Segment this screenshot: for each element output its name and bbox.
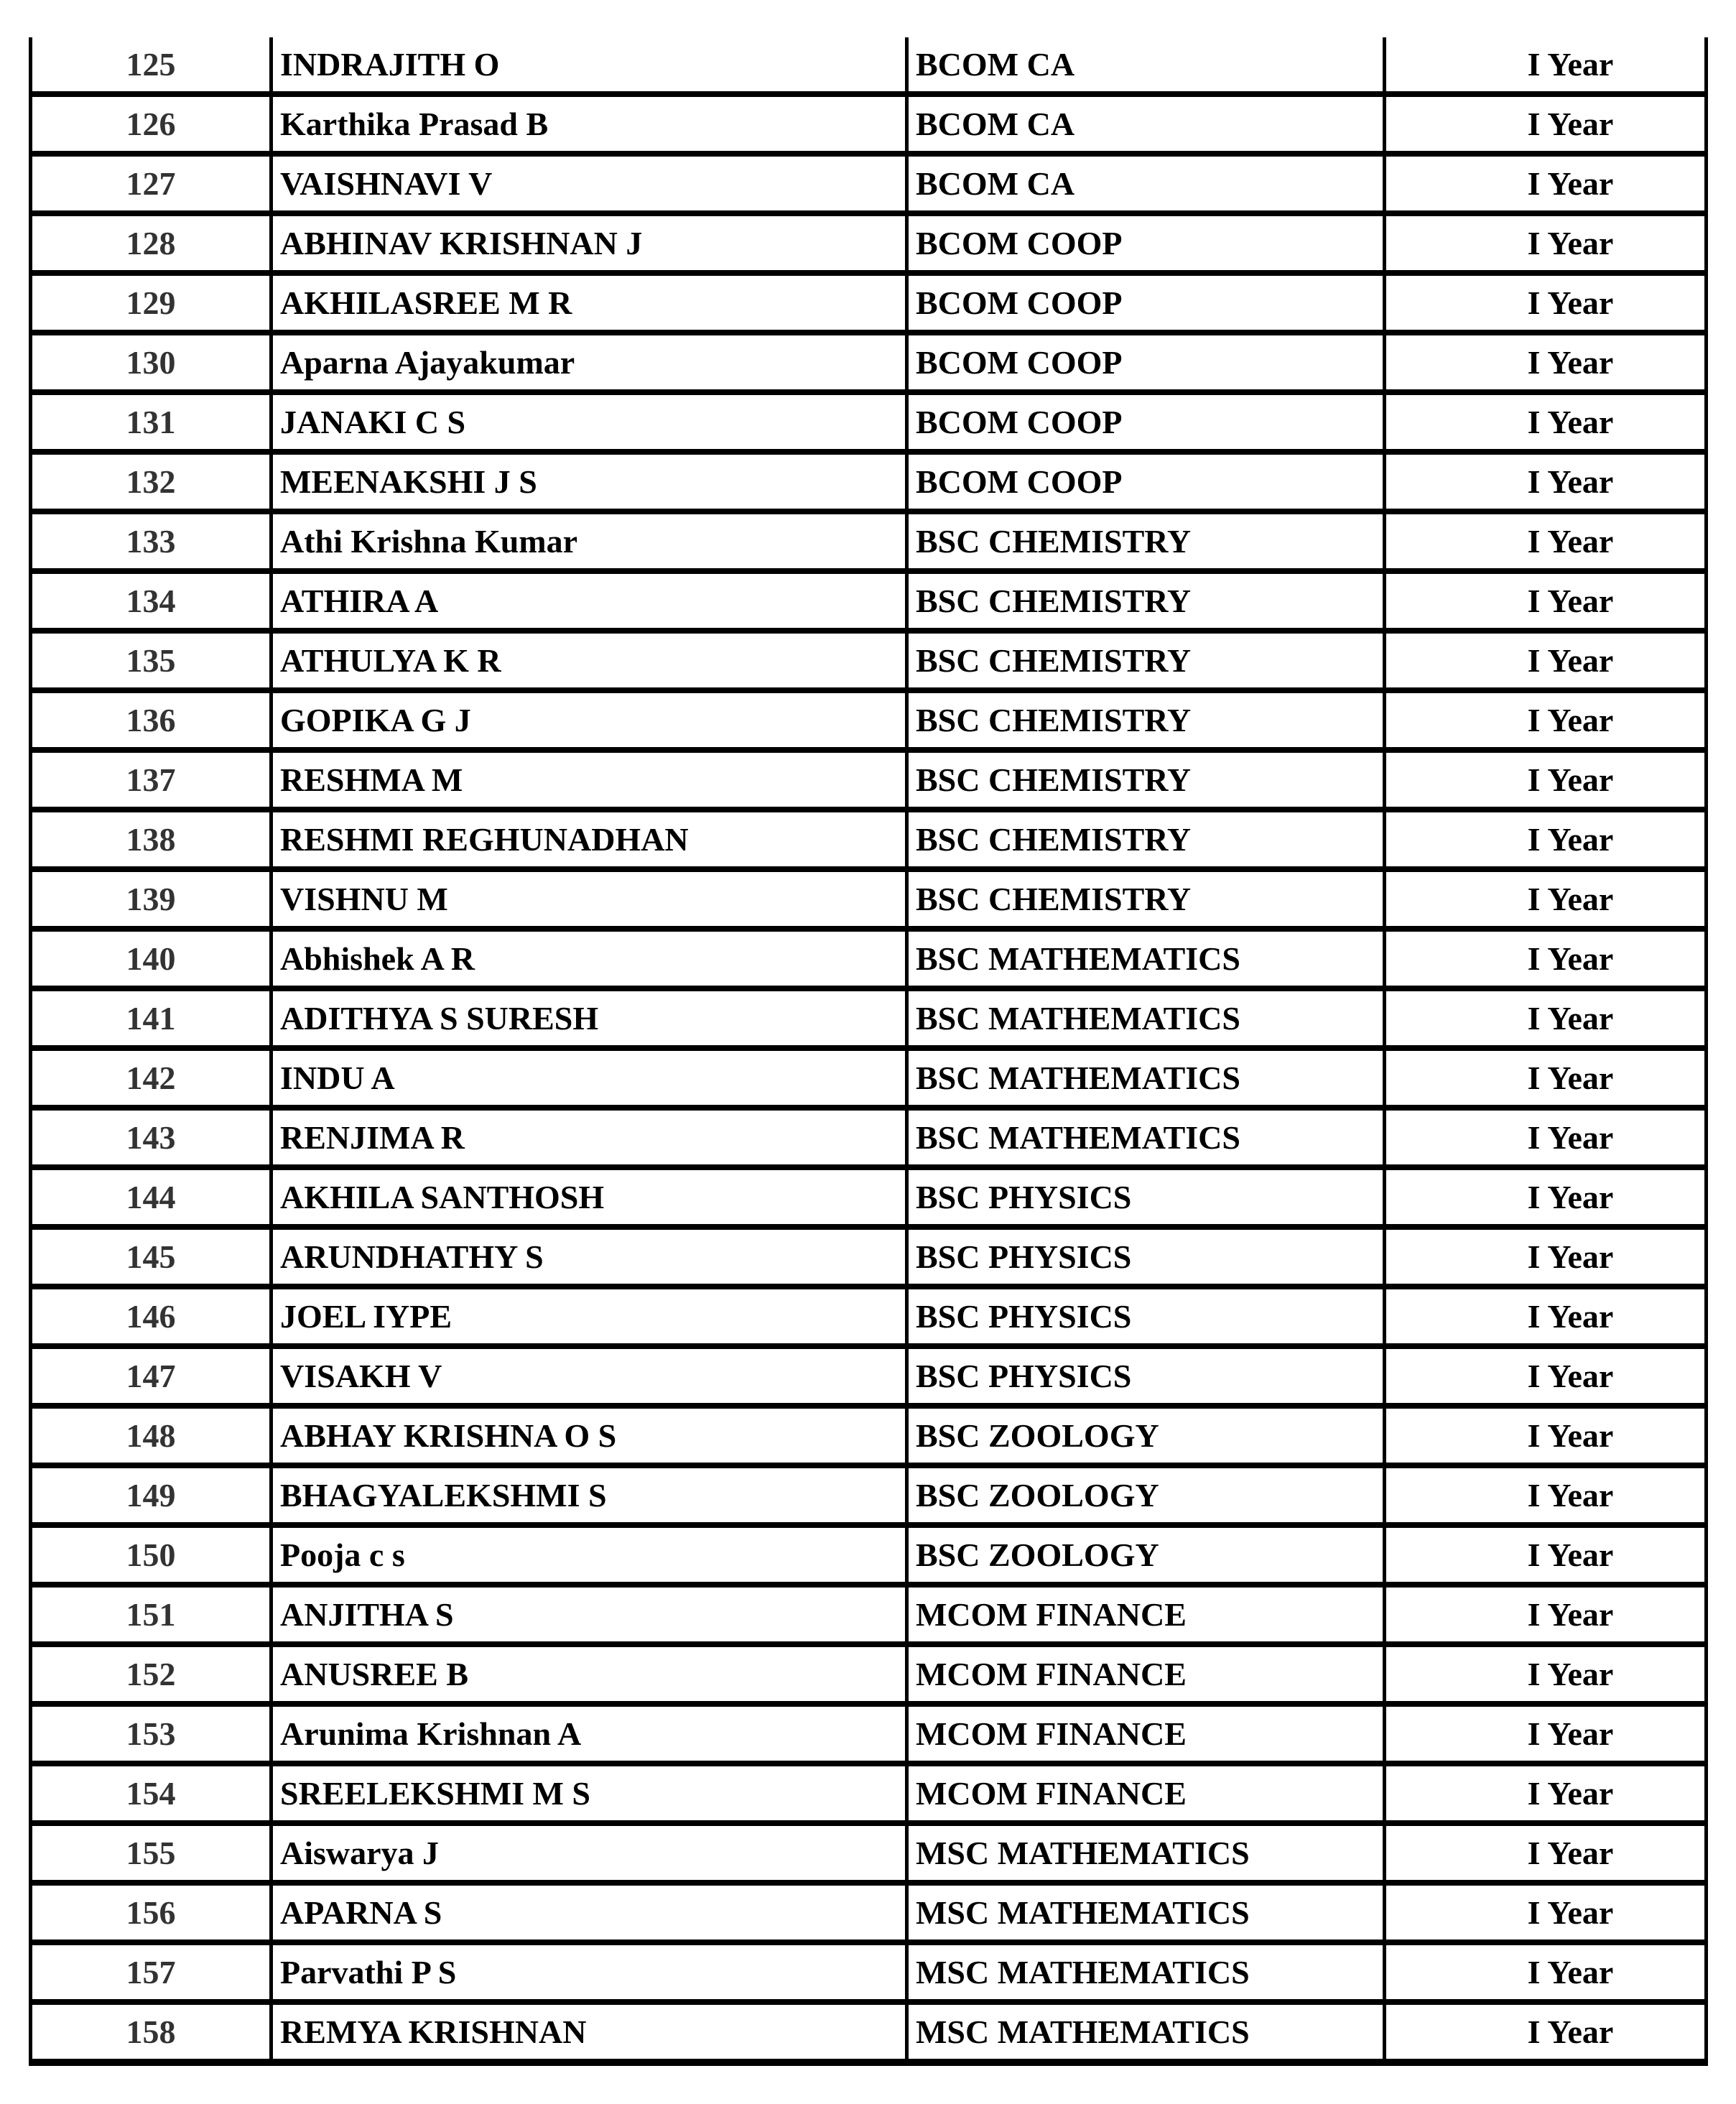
year-cell: I Year — [1385, 869, 1707, 929]
course-cell: BSC ZOOLOGY — [907, 1525, 1385, 1585]
serial-number-cell: 147 — [31, 1346, 271, 1406]
year-cell: I Year — [1385, 1346, 1707, 1406]
student-name-cell: MEENAKSHI J S — [271, 452, 907, 511]
student-name-cell: ABHINAV KRISHNAN J — [271, 213, 907, 273]
course-cell: BSC PHYSICS — [907, 1346, 1385, 1406]
year-cell: I Year — [1385, 690, 1707, 750]
table-row — [31, 1585, 1707, 1644]
year-cell: I Year — [1385, 1406, 1707, 1465]
serial-number-cell: 146 — [31, 1287, 271, 1346]
year-cell: I Year — [1385, 1108, 1707, 1167]
student-name-cell: INDU A — [271, 1048, 907, 1108]
year-cell: I Year — [1385, 1227, 1707, 1287]
student-name-cell: ATHIRA A — [271, 571, 907, 631]
table-row — [31, 1465, 1707, 1525]
student-name-cell: GOPIKA G J — [271, 690, 907, 750]
serial-number-cell: 138 — [31, 810, 271, 869]
serial-number-cell: 136 — [31, 690, 271, 750]
student-name-cell: JANAKI C S — [271, 392, 907, 452]
year-cell: I Year — [1385, 1942, 1707, 2002]
student-name-cell: VISHNU M — [271, 869, 907, 929]
year-cell: I Year — [1385, 1764, 1707, 1823]
year-cell: I Year — [1385, 1883, 1707, 1942]
year-cell: I Year — [1385, 1048, 1707, 1108]
course-cell: BSC ZOOLOGY — [907, 1406, 1385, 1465]
serial-number-cell: 157 — [31, 1942, 271, 2002]
student-name-cell: RENJIMA R — [271, 1108, 907, 1167]
course-cell: BSC PHYSICS — [907, 1287, 1385, 1346]
serial-number-cell: 151 — [31, 1585, 271, 1644]
year-cell: I Year — [1385, 213, 1707, 273]
table-row — [31, 94, 1707, 154]
year-cell: I Year — [1385, 1644, 1707, 1704]
serial-number-cell: 153 — [31, 1704, 271, 1764]
table-body — [31, 37, 1707, 2062]
table-row — [31, 1287, 1707, 1346]
year-cell: I Year — [1385, 154, 1707, 213]
student-name-cell: ANJITHA S — [271, 1585, 907, 1644]
serial-number-cell: 129 — [31, 273, 271, 333]
table-row — [31, 690, 1707, 750]
student-name-cell: Parvathi P S — [271, 1942, 907, 2002]
year-cell: I Year — [1385, 333, 1707, 392]
student-list-table-container — [29, 37, 1708, 2066]
serial-number-cell: 131 — [31, 392, 271, 452]
student-name-cell: ARUNDHATHY S — [271, 1227, 907, 1287]
course-cell: BCOM COOP — [907, 392, 1385, 452]
course-cell: BSC CHEMISTRY — [907, 511, 1385, 571]
course-cell: BCOM COOP — [907, 333, 1385, 392]
student-name-cell: SREELEKSHMI M S — [271, 1764, 907, 1823]
student-name-cell: VISAKH V — [271, 1346, 907, 1406]
table-row — [31, 1644, 1707, 1704]
year-cell: I Year — [1385, 929, 1707, 988]
table-row — [31, 750, 1707, 810]
course-cell: BSC CHEMISTRY — [907, 631, 1385, 690]
student-name-cell: VAISHNAVI V — [271, 154, 907, 213]
table-row — [31, 1525, 1707, 1585]
course-cell: MSC MATHEMATICS — [907, 1942, 1385, 2002]
serial-number-cell: 158 — [31, 2002, 271, 2062]
student-name-cell: JOEL IYPE — [271, 1287, 907, 1346]
serial-number-cell: 140 — [31, 929, 271, 988]
course-cell: BCOM CA — [907, 37, 1385, 94]
student-name-cell: ATHULYA K R — [271, 631, 907, 690]
course-cell: BSC CHEMISTRY — [907, 810, 1385, 869]
serial-number-cell: 126 — [31, 94, 271, 154]
course-cell: BCOM COOP — [907, 213, 1385, 273]
student-name-cell: BHAGYALEKSHMI S — [271, 1465, 907, 1525]
student-name-cell: ANUSREE B — [271, 1644, 907, 1704]
student-list-table — [29, 37, 1708, 2066]
serial-number-cell: 144 — [31, 1167, 271, 1227]
course-cell: MSC MATHEMATICS — [907, 1883, 1385, 1942]
table-row — [31, 273, 1707, 333]
year-cell: I Year — [1385, 1823, 1707, 1883]
table-row — [31, 988, 1707, 1048]
student-name-cell: AKHILA SANTHOSH — [271, 1167, 907, 1227]
student-name-cell: RESHMA M — [271, 750, 907, 810]
year-cell: I Year — [1385, 392, 1707, 452]
year-cell: I Year — [1385, 452, 1707, 511]
table-row — [31, 1704, 1707, 1764]
serial-number-cell: 149 — [31, 1465, 271, 1525]
table-row — [31, 631, 1707, 690]
student-name-cell: Abhishek A R — [271, 929, 907, 988]
table-row — [31, 1346, 1707, 1406]
student-name-cell: REMYA KRISHNAN — [271, 2002, 907, 2062]
student-name-cell: Aiswarya J — [271, 1823, 907, 1883]
table-row — [31, 213, 1707, 273]
year-cell: I Year — [1385, 1525, 1707, 1585]
student-name-cell: INDRAJITH O — [271, 37, 907, 94]
table-row — [31, 511, 1707, 571]
year-cell: I Year — [1385, 1465, 1707, 1525]
table-row — [31, 37, 1707, 94]
serial-number-cell: 130 — [31, 333, 271, 392]
table-row — [31, 392, 1707, 452]
course-cell: BSC CHEMISTRY — [907, 571, 1385, 631]
course-cell: BCOM CA — [907, 154, 1385, 213]
course-cell: BSC MATHEMATICS — [907, 1108, 1385, 1167]
year-cell: I Year — [1385, 631, 1707, 690]
year-cell: I Year — [1385, 1167, 1707, 1227]
serial-number-cell: 148 — [31, 1406, 271, 1465]
table-row — [31, 1167, 1707, 1227]
year-cell: I Year — [1385, 1585, 1707, 1644]
course-cell: BCOM CA — [907, 94, 1385, 154]
student-name-cell: Karthika Prasad B — [271, 94, 907, 154]
course-cell: BSC MATHEMATICS — [907, 1048, 1385, 1108]
year-cell: I Year — [1385, 750, 1707, 810]
table-row — [31, 571, 1707, 631]
course-cell: BSC MATHEMATICS — [907, 988, 1385, 1048]
course-cell: BSC PHYSICS — [907, 1227, 1385, 1287]
serial-number-cell: 150 — [31, 1525, 271, 1585]
table-row — [31, 1823, 1707, 1883]
serial-number-cell: 142 — [31, 1048, 271, 1108]
course-cell: MCOM FINANCE — [907, 1764, 1385, 1823]
student-name-cell: Aparna Ajayakumar — [271, 333, 907, 392]
year-cell: I Year — [1385, 37, 1707, 94]
serial-number-cell: 154 — [31, 1764, 271, 1823]
table-row — [31, 1227, 1707, 1287]
course-cell: BSC ZOOLOGY — [907, 1465, 1385, 1525]
serial-number-cell: 152 — [31, 1644, 271, 1704]
year-cell: I Year — [1385, 571, 1707, 631]
student-name-cell: RESHMI REGHUNADHAN — [271, 810, 907, 869]
serial-number-cell: 156 — [31, 1883, 271, 1942]
table-row — [31, 1942, 1707, 2002]
student-name-cell: ABHAY KRISHNA O S — [271, 1406, 907, 1465]
year-cell: I Year — [1385, 2002, 1707, 2062]
serial-number-cell: 127 — [31, 154, 271, 213]
course-cell: MCOM FINANCE — [907, 1644, 1385, 1704]
course-cell: BSC CHEMISTRY — [907, 750, 1385, 810]
year-cell: I Year — [1385, 94, 1707, 154]
course-cell: BCOM COOP — [907, 452, 1385, 511]
student-name-cell: Arunima Krishnan A — [271, 1704, 907, 1764]
serial-number-cell: 137 — [31, 750, 271, 810]
table-row — [31, 1406, 1707, 1465]
year-cell: I Year — [1385, 1704, 1707, 1764]
course-cell: BSC CHEMISTRY — [907, 690, 1385, 750]
table-row — [31, 869, 1707, 929]
student-name-cell: Athi Krishna Kumar — [271, 511, 907, 571]
serial-number-cell: 139 — [31, 869, 271, 929]
student-name-cell: AKHILASREE M R — [271, 273, 907, 333]
course-cell: BSC MATHEMATICS — [907, 929, 1385, 988]
serial-number-cell: 135 — [31, 631, 271, 690]
student-name-cell: ADITHYA S SURESH — [271, 988, 907, 1048]
student-name-cell: Pooja c s — [271, 1525, 907, 1585]
serial-number-cell: 141 — [31, 988, 271, 1048]
course-cell: MCOM FINANCE — [907, 1585, 1385, 1644]
serial-number-cell: 125 — [31, 37, 271, 94]
year-cell: I Year — [1385, 511, 1707, 571]
table-row — [31, 333, 1707, 392]
serial-number-cell: 134 — [31, 571, 271, 631]
course-cell: BSC PHYSICS — [907, 1167, 1385, 1227]
table-row — [31, 929, 1707, 988]
course-cell: MSC MATHEMATICS — [907, 1823, 1385, 1883]
year-cell: I Year — [1385, 273, 1707, 333]
year-cell: I Year — [1385, 1287, 1707, 1346]
table-row — [31, 2002, 1707, 2062]
table-row — [31, 1048, 1707, 1108]
year-cell: I Year — [1385, 988, 1707, 1048]
course-cell: MSC MATHEMATICS — [907, 2002, 1385, 2062]
serial-number-cell: 132 — [31, 452, 271, 511]
student-name-cell: APARNA S — [271, 1883, 907, 1942]
table-row — [31, 452, 1707, 511]
serial-number-cell: 155 — [31, 1823, 271, 1883]
serial-number-cell: 145 — [31, 1227, 271, 1287]
course-cell: MCOM FINANCE — [907, 1704, 1385, 1764]
table-row — [31, 1108, 1707, 1167]
year-cell: I Year — [1385, 810, 1707, 869]
serial-number-cell: 128 — [31, 213, 271, 273]
course-cell: BSC CHEMISTRY — [907, 869, 1385, 929]
course-cell: BCOM COOP — [907, 273, 1385, 333]
table-row — [31, 1883, 1707, 1942]
table-row — [31, 1764, 1707, 1823]
table-row — [31, 810, 1707, 869]
serial-number-cell: 143 — [31, 1108, 271, 1167]
table-row — [31, 154, 1707, 213]
serial-number-cell: 133 — [31, 511, 271, 571]
